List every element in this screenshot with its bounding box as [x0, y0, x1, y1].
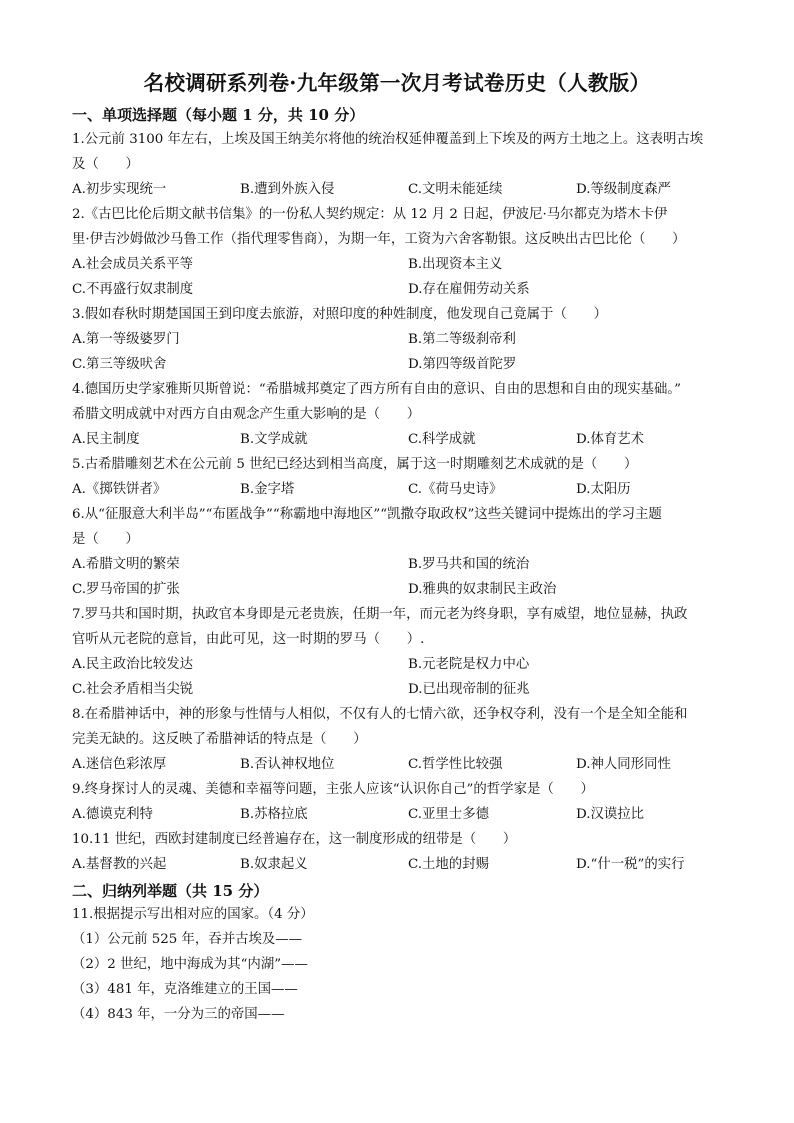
q2-option-d: D.存在雇佣劳动关系: [408, 282, 530, 297]
q10-line-1: 10.11 世纪，西欧封建制度已经普遍存在，这一制度形成的纽带是（ ）: [72, 832, 517, 847]
section-1-heading: 一、单项选择题（每小题 1 分，共 10 分）: [72, 106, 365, 124]
q4-option-c: C.科学成就: [408, 432, 476, 447]
q9-option-b: B.苏格拉底: [240, 807, 308, 822]
q1-option-d: D.等级制度森严: [576, 182, 671, 197]
q1-line-2: 及（ ）: [72, 157, 139, 172]
q9-option-d: D.汉谟拉比: [576, 807, 645, 822]
q6-line-1: 6.从“征服意大利半岛”“布匿战争”“称霸地中海地区”“凯撒夺取政权”这些关键词中提炼出的学习主题: [72, 507, 662, 522]
q8-line-1: 8.在希腊神话中，神的形象与性情与人相似，不仅有人的七情六欲，还争权夺利，没有一个是全知全能和: [72, 707, 688, 722]
q11-item-4: （4）843 年，一分为三的帝国——: [72, 1007, 285, 1022]
q6-line-2: 是（ ）: [72, 532, 139, 547]
q9-line-1: 9.终身探讨人的灵魂、美德和幸福等问题，主张人应该“认识你自己”的哲学家是（ ）: [72, 782, 594, 797]
q11-item-2: （2）2 世纪，地中海成为其“内湖”——: [72, 957, 308, 972]
q4-line-1: 4.德国历史学家雅斯贝斯曾说：“希腊城邦奠定了西方所有自由的意识、自由的思想和自由的现实基础。”: [72, 382, 681, 397]
q4-line-2: 希腊文明成就中对西方自由观念产生重大影响的是（ ）: [72, 407, 421, 422]
q4-option-b: B.文学成就: [240, 432, 308, 447]
q10-option-c: C.土地的封赐: [408, 857, 489, 872]
q7-option-a: A.民主政治比较发达: [72, 657, 194, 672]
q2-line-2: 里·伊吉沙姆做沙马鲁工作（指代理零售商），为期一年，工资为六舍客勒银。这反映出古巴比伦（ ）: [72, 232, 686, 247]
q3-option-a: A.第一等级婆罗门: [72, 332, 180, 347]
q8-option-b: B.否认神权地位: [240, 757, 335, 772]
q3-option-d: D.第四等级首陀罗: [408, 357, 517, 372]
q8-line-2: 完美无缺的。这反映了希腊神话的特点是（ ）: [72, 732, 367, 747]
q7-option-b: B.元老院是权力中心: [408, 657, 530, 672]
q6-option-b: B.罗马共和国的统治: [408, 557, 530, 572]
q4-option-d: D.体育艺术: [576, 432, 645, 447]
q5-option-a: A.《掷铁饼者》: [72, 482, 167, 497]
q9-option-c: C.亚里士多德: [408, 807, 489, 822]
q5-line-1: 5.古希腊雕刻艺术在公元前 5 世纪已经达到相当高度，属于这一时期雕刻艺术成就的是（ ）: [72, 457, 638, 472]
q3-option-c: C.第三等级吠舍: [72, 357, 167, 372]
q3-option-b: B.第二等级刹帝利: [408, 332, 516, 347]
page-title: 名校调研系列卷·九年级第一次月考试卷历史（人教版）: [143, 71, 651, 95]
q11-item-1: （1）公元前 525 年，吞并古埃及——: [72, 932, 303, 947]
q11-item-3: （3）481 年，克洛维建立的王国——: [72, 982, 298, 997]
q2-option-c: C.不再盛行奴隶制度: [72, 282, 194, 297]
q8-option-c: C.哲学性比较强: [408, 757, 503, 772]
q6-option-d: D.雅典的奴隶制民主政治: [408, 582, 557, 597]
q5-option-c: C.《荷马史诗》: [408, 482, 503, 497]
q10-option-b: B.奴隶起义: [240, 857, 308, 872]
q8-option-a: A.迷信色彩浓厚: [72, 757, 167, 772]
q10-option-d: D.“什一税”的实行: [576, 857, 685, 872]
q7-option-c: C.社会矛盾相当尖锐: [72, 682, 194, 697]
q1-option-a: A.初步实现统一: [72, 182, 167, 197]
q5-option-d: D.太阳历: [576, 482, 631, 497]
q8-option-d: D.神人同形同性: [576, 757, 671, 772]
q5-option-b: B.金字塔: [240, 482, 295, 497]
q11-prompt: 11.根据提示写出相对应的国家。（4 分）: [72, 907, 314, 922]
q1-option-b: B.遭到外族入侵: [240, 182, 335, 197]
q2-option-b: B.出现资本主义: [408, 257, 503, 272]
q2-line-1: 2.《古巴比伦后期文献书信集》的一份私人契约规定：从 12 月 2 日起，伊波尼·马尔都克为塔木卡伊: [72, 207, 668, 222]
q7-line-2: 官听从元老院的意旨，由此可见，这一时期的罗马（ ）.: [72, 632, 425, 647]
q7-line-1: 7.罗马共和国时期，执政官本身即是元老贵族，任期一年，而元老为终身职，享有威望，地位显赫，执政: [72, 607, 688, 622]
q6-option-a: A.希腊文明的繁荣: [72, 557, 180, 572]
q9-option-a: A.德谟克利特: [72, 807, 153, 822]
q3-line-1: 3.假如春秋时期楚国国王到印度去旅游，对照印度的种姓制度，他发现自己竟属于（ ）: [72, 307, 608, 322]
q2-option-a: A.社会成员关系平等: [72, 257, 194, 272]
q10-option-a: A.基督教的兴起: [72, 857, 167, 872]
q1-line-1: 1.公元前 3100 年左右，上埃及国王纳美尔将他的统治权延伸覆盖到上下埃及的两方土地之上。这表明古埃: [72, 132, 704, 147]
q6-option-c: C.罗马帝国的扩张: [72, 582, 180, 597]
q4-option-a: A.民主制度: [72, 432, 140, 447]
q7-option-d: D.已出现帝制的征兆: [408, 682, 530, 697]
q1-option-c: C.文明未能延续: [408, 182, 503, 197]
section-2-heading: 二、归纳列举题（共 15 分）: [72, 882, 269, 900]
